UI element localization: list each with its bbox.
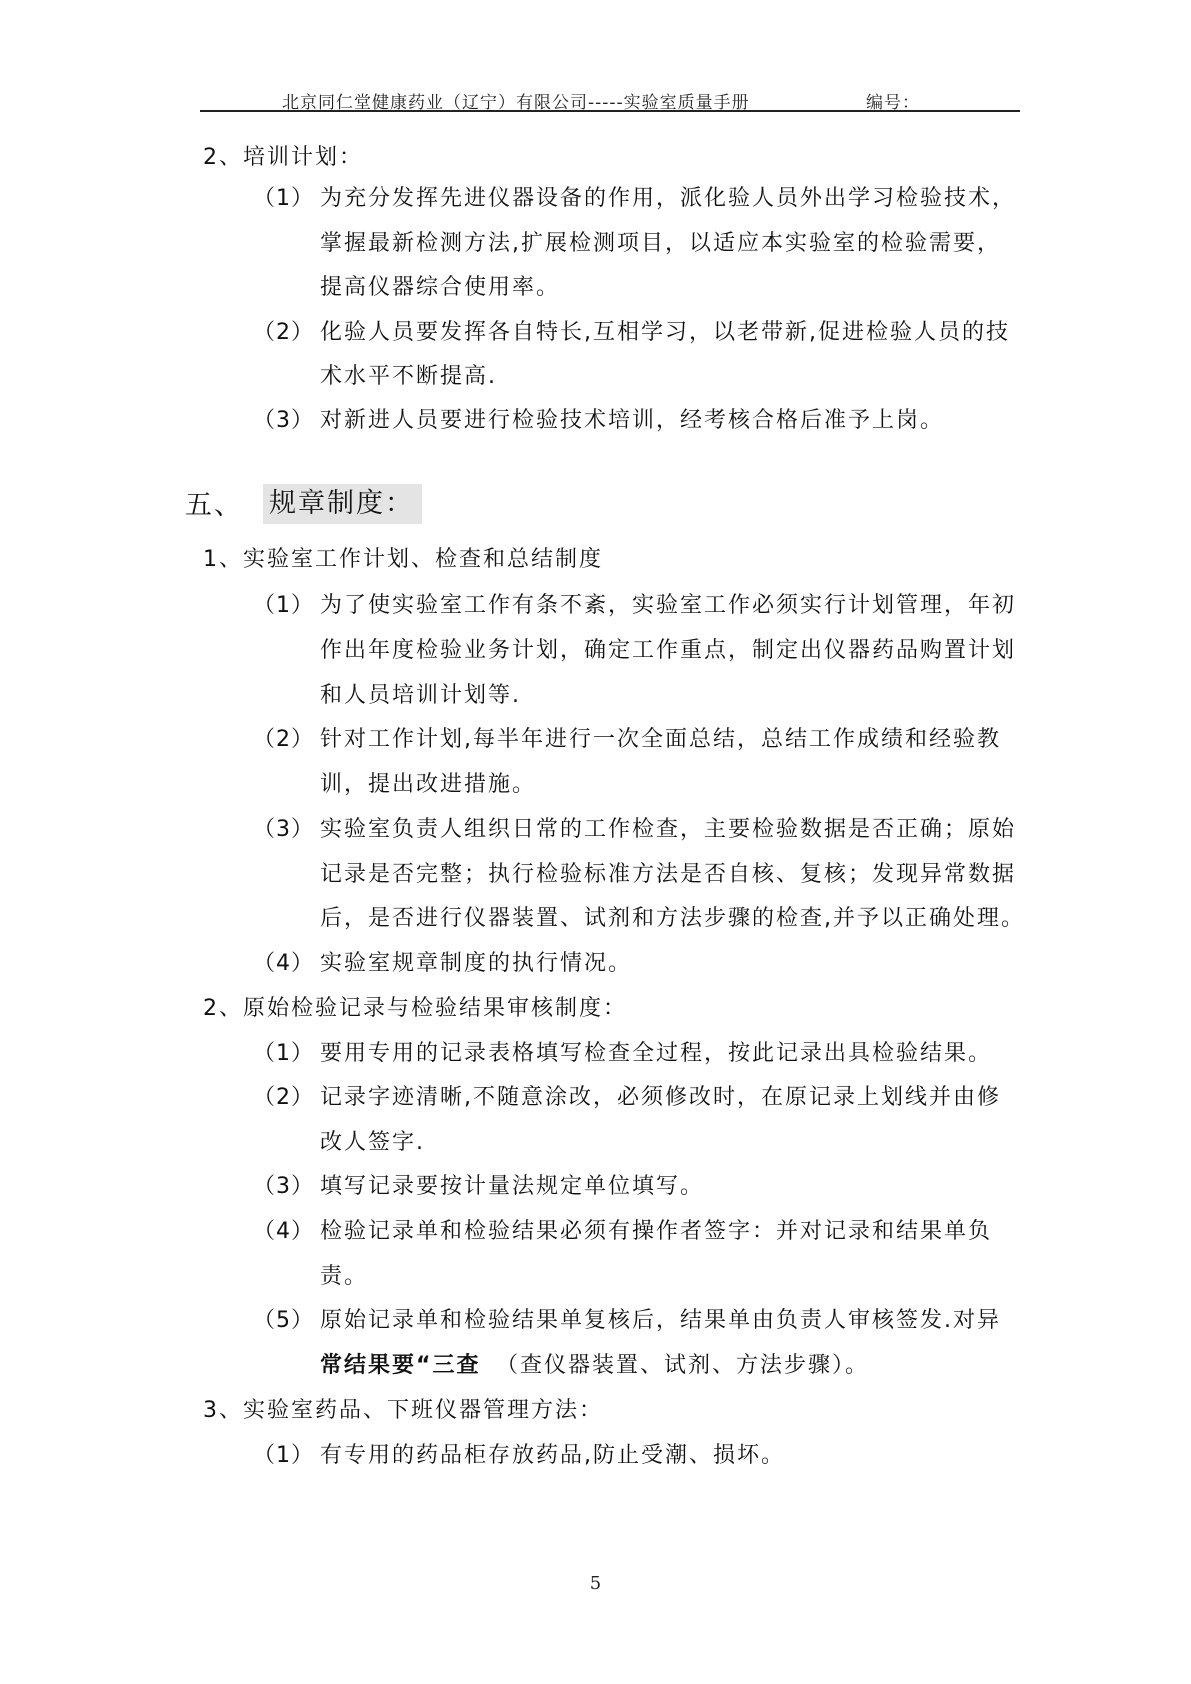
rule2-item-4-line-2: 责。 — [320, 1264, 369, 1289]
training-item-3-line-1: 对新进人员要进行检验技术培训，经考核合格后准予上岗。 — [320, 408, 945, 433]
page-number: 5 — [589, 1573, 602, 1594]
rule1-item-2-line-1: 针对工作计划,每半年进行一次全面总结，总结工作成绩和经验教 — [320, 727, 1001, 752]
rule1-item-1-line-3: 和人员培训计划等. — [320, 683, 521, 708]
training-item-2-number: （2） — [253, 320, 314, 345]
section-title: 规章制度： — [263, 484, 422, 524]
rule2-item-5-number: （5） — [253, 1308, 314, 1333]
training-item-1-line-1: 为充分发挥先进仪器设备的作用，派化验人员外出学习检验技术， — [320, 186, 1017, 211]
training-item-1-line-2: 掌握最新检测方法,扩展检测项目，以适应本实验室的检验需要， — [320, 231, 1001, 256]
rule2-item-2-line-2: 改人签字. — [320, 1130, 425, 1155]
header-divider — [200, 110, 1020, 112]
rule2-item-5-line-1: 原始记录单和检验结果单复核后，结果单由负责人审核签发.对异 — [320, 1308, 1001, 1333]
rule2-heading: 2、原始检验记录与检验结果审核制度： — [203, 996, 627, 1021]
rule1-item-4-line-1: 实验室规章制度的执行情况。 — [320, 951, 633, 976]
rule1-item-4-number: （4） — [253, 951, 314, 976]
rule3-item-1-number: （1） — [253, 1443, 314, 1468]
rule2-item-5-bold-text: 常结果要“三查 — [320, 1353, 481, 1378]
section-number: 五、 — [185, 490, 243, 521]
rule2-item-5-tail-text: （查仪器装置、试剂、方法步骤）。 — [496, 1353, 870, 1378]
rule1-item-2-number: （2） — [253, 727, 314, 752]
header-code-label: 编号： — [866, 93, 920, 113]
rule1-item-3-number: （3） — [253, 817, 314, 842]
rule1-item-1-number: （1） — [253, 593, 314, 618]
training-item-2-line-2: 术水平不断提高. — [320, 364, 497, 389]
training-item-1-line-3: 提高仪器综合使用率。 — [320, 275, 561, 300]
rule1-item-3-line-1: 实验室负责人组织日常的工作检查，主要检验数据是否正确；原始 — [320, 817, 1017, 842]
training-item-2-line-1: 化验人员要发挥各自特长,互相学习，以老带新,促进检验人员的技 — [320, 320, 1010, 345]
header-company-title: 北京同仁堂健康药业（辽宁）有限公司-----实验室质量手册 — [282, 93, 750, 113]
rule1-item-2-line-2: 训，提出改进措施。 — [320, 772, 537, 797]
rule2-item-3-line-1: 填写记录要按计量法规定单位填写。 — [320, 1174, 705, 1199]
rule1-heading: 1、实验室工作计划、检查和总结制度 — [203, 547, 603, 572]
rule2-item-2-line-1: 记录字迹清晰,不随意涂改，必须修改时，在原记录上划线并由修 — [320, 1085, 1001, 1110]
rule2-item-4-line-1: 检验记录单和检验结果必须有操作者签字：并对记录和结果单负 — [320, 1219, 993, 1244]
rule2-item-2-number: （2） — [253, 1085, 314, 1110]
training-heading: 2、培训计划： — [203, 145, 363, 170]
rule1-item-3-line-3: 后，是否进行仪器装置、试剂和方法步骤的检查,并予以正确处理。 — [320, 906, 1025, 931]
rule1-item-1-line-2: 作出年度检验业务计划，确定工作重点，制定出仪器药品购置计划 — [320, 638, 1017, 663]
rule1-item-1-line-1: 为了使实验室工作有条不紊，实验室工作必须实行计划管理，年初 — [320, 593, 1017, 618]
page-header — [200, 82, 1020, 112]
rule1-item-3-line-2: 记录是否完整；执行检验标准方法是否自核、复核；发现异常数据 — [320, 862, 1017, 887]
rule2-item-3-number: （3） — [253, 1174, 314, 1199]
training-item-3-number: （3） — [253, 408, 314, 433]
rule2-item-4-number: （4） — [253, 1219, 314, 1244]
training-item-1-number: （1） — [253, 186, 314, 211]
rule2-item-1-number: （1） — [253, 1041, 314, 1066]
rule3-item-1-line-1: 有专用的药品柜存放药品,防止受潮、损坏。 — [320, 1443, 785, 1468]
rule2-item-1-line-1: 要用专用的记录表格填写检查全过程，按此记录出具检验结果。 — [320, 1041, 993, 1066]
rule3-heading: 3、实验室药品、下班仪器管理方法： — [203, 1398, 603, 1423]
